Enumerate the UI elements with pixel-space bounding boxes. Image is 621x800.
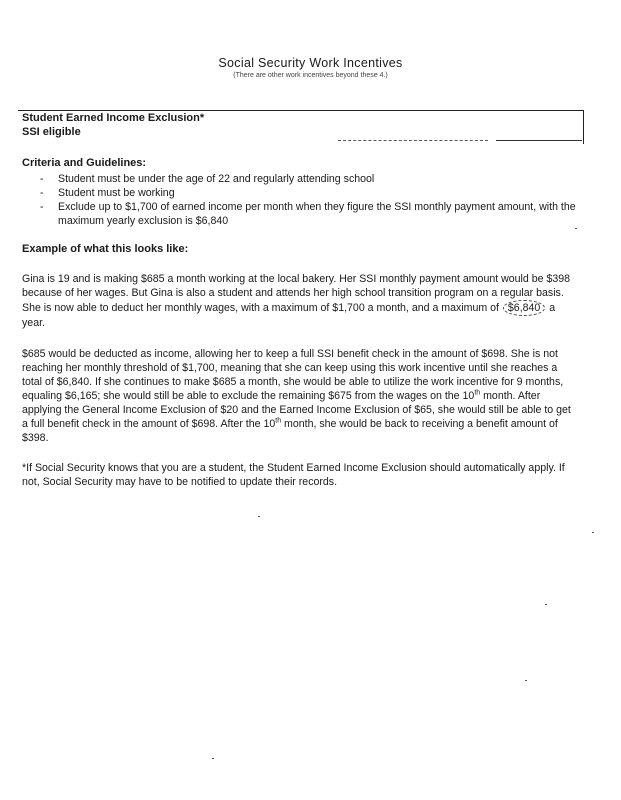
criteria-list <box>22 172 582 228</box>
page-subtitle: (There are other work incentives beyond these 4.) <box>233 72 388 79</box>
box-heading: Student Earned Income Exclusion* <box>22 112 205 124</box>
scan-speck <box>212 758 214 759</box>
box-eligibility: SSI eligible <box>22 126 81 138</box>
criteria-heading: Criteria and Guidelines: <box>22 157 147 169</box>
box-bottom-border-dashed <box>338 140 488 141</box>
box-top-border <box>18 110 583 111</box>
scan-speck <box>545 604 547 605</box>
scan-speck <box>575 228 577 229</box>
example-paragraph-2: $685 would be deducted as income, allowing her to keep a full SSI benefit check in the amount of $698. She is not reaching her monthly threshold of $1,700, meaning that she can keep using this work incentive until she reaches a total of $6,840. If she continues to make $685 a month, she would be able to utilize the work incentive for 9 months, equaling $6,165; she would still be able to exclude the remaining $675 from the wages on the 10th month. After applying the General Income Exclusion of $20 and the Earned Income Exclusion of $65, she would still be able to get a full benefit check in the amount of $698. After the 10th month, she would be back to receiving a benefit amount of $398. <box>22 348 571 444</box>
scan-speck <box>592 532 594 533</box>
footnote: *If Social Security knows that you are a student, the Student Earned Income Exclusion should automatically apply. If not, Social Security may have to be notified to update their records. <box>22 462 565 488</box>
box-bottom-border <box>496 140 582 141</box>
scan-speck <box>525 680 527 681</box>
scan-speck <box>258 516 260 517</box>
example-heading: Example of what this looks like: <box>22 243 189 255</box>
circled-amount: $6,840 <box>503 300 545 316</box>
dash-icon: - <box>40 201 44 213</box>
criteria-item: - Exclude up to $1,700 of earned income per month when they figure the SSI monthly payment amount, with the maximum yearly exclusion is $6,840 <box>40 201 576 227</box>
dash-icon: - <box>40 173 44 185</box>
criteria-item: - Student must be under the age of 22 and regularly attending school <box>40 173 375 185</box>
example-paragraph-1: Gina is 19 and is making $685 a month working at the local bakery. Her SSI monthly payment amount would be $398 because of her wages. But Gina is also a student and attends her high school transition program on a regular basis. She is now able to deduct her monthly wages, with a maximum of $1,700 a month, and a maximum of $6,840 a year. <box>22 273 571 329</box>
criteria-item: - Student must be working <box>40 187 175 199</box>
dash-icon: - <box>40 187 44 199</box>
page-title: Social Security Work Incentives <box>218 56 403 70</box>
